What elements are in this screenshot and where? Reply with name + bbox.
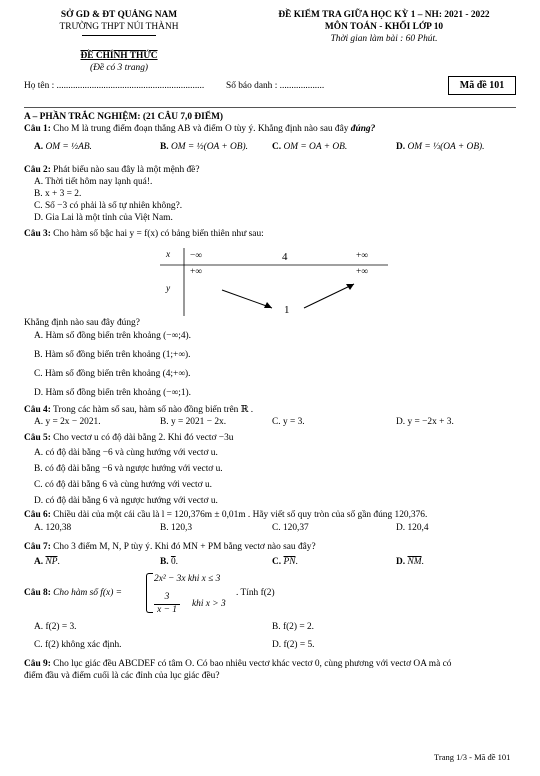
- piecewise-brace: [146, 573, 153, 613]
- q6-option-b: B. 120,3: [160, 523, 193, 533]
- q4-option-b: B. y = 2021 − 2x.: [160, 417, 227, 427]
- question-6: Câu 6: Chiều dài của một cái cầu là l = 120,376m ± 0,01m . Hãy viết số quy tròn của số gần đúng 120,376.: [24, 510, 428, 520]
- table-y-min: 1: [284, 304, 290, 316]
- q3-option-c: C. Hàm số đồng biến trên khoảng (4;+∞).: [34, 369, 191, 379]
- header-right: [244, 10, 524, 45]
- exam-title: ĐỀ KIỂM TRA GIỮA HỌC KỲ 1 – NH: 2021 - 2022: [278, 10, 490, 20]
- q7-option-c: C. $\overline{PN}$.: [272, 557, 298, 567]
- table-x-label: x: [166, 250, 171, 260]
- official-label: ĐỀ CHÍNH THỨC: [80, 51, 158, 61]
- q4-option-d: D. y = −2x + 3.: [396, 417, 454, 427]
- q5-option-c: C. có độ dài bằng 6 và cùng hướng với vectơ u.: [34, 480, 212, 490]
- section-title: A – PHẦN TRẮC NGHIỆM: (21 CÂU 7,0 ĐIỂM): [24, 112, 224, 122]
- q2-option-d: D. Gia Lai là một tỉnh của Việt Nam.: [34, 213, 173, 223]
- q5-option-d: D. có độ dài bằng 6 và ngược hướng với vectơ u.: [34, 496, 218, 506]
- q2-option-b: B. x + 3 = 2.: [34, 189, 82, 199]
- q1-option-b: B. OM = ½(OA + OB).: [160, 142, 249, 152]
- subject: MÔN TOÁN - KHỐI LỚP 10: [324, 21, 444, 32]
- name-field: Họ tên : ...............................................................: [24, 81, 205, 91]
- q7-option-d: D. $\overline{NM}$.: [396, 557, 424, 567]
- table-y-right: +∞: [356, 267, 368, 277]
- dashed-divider: [24, 107, 516, 108]
- page-footer: Trang 1/3 - Mã đề 101: [434, 752, 511, 762]
- q4-option-a: A. y = 2x − 2021.: [34, 417, 101, 427]
- question-2: Câu 2: Phát biểu nào sau đây là một mệnh đề?: [24, 165, 200, 175]
- page-count: (Đề có 3 trang): [89, 63, 149, 73]
- piecewise-case-2-num: 3: [164, 592, 170, 602]
- q6-option-d: D. 120,4: [396, 523, 429, 533]
- q3-option-a: A. Hàm số đồng biến trên khoảng (−∞;4).: [34, 331, 191, 341]
- q3-option-b: B. Hàm số đồng biến trên khoảng (1;+∞).: [34, 350, 191, 360]
- q8-option-d: D. f(2) = 5.: [272, 640, 315, 650]
- question-1: Câu 1: Cho M là trung điểm đoạn thẳng AB và điểm O tùy ý. Khẳng định nào sau đây đúng?: [24, 124, 376, 134]
- table-vertex-x: 4: [282, 251, 288, 263]
- q1-option-c: C. OM = OA + OB.: [272, 142, 348, 152]
- school-name: TRƯỜNG THPT NÚI THÀNH: [59, 21, 179, 32]
- question-5: Câu 5: Cho vectơ u có độ dài bằng 2. Khi đó vectơ −3u: [24, 433, 234, 443]
- question-9-cont: điểm đầu và điểm cuối là các đỉnh của lục giác đều?: [24, 671, 220, 681]
- question-3: Câu 3: Cho hàm số bậc hai y = f(x) có bảng biến thiên như sau:: [24, 229, 264, 239]
- exam-code: Mã đề 101: [448, 76, 516, 95]
- question-9: Câu 9: Cho lục giác đều ABCDEF có tâm O. Có bao nhiêu vectơ khác vectơ 0, cùng phương với vectơ OA mà có: [24, 659, 452, 669]
- q1-option-a: A. OM = ½AB.: [34, 142, 92, 152]
- q3-option-d: D. Hàm số đồng biến trên khoảng (−∞;1).: [34, 388, 191, 398]
- variation-table: [150, 246, 390, 318]
- id-field: Số báo danh : ...................: [226, 81, 325, 91]
- q4-option-c: C. y = 3.: [272, 417, 305, 427]
- question-8: Câu 8: Cho hàm số f(x) =: [24, 588, 122, 598]
- table-y-label: y: [166, 284, 171, 294]
- table-neg-inf: −∞: [190, 251, 202, 261]
- table-pos-inf: +∞: [356, 251, 368, 261]
- variation-table-lines: [150, 246, 390, 318]
- q8-option-a: A. f(2) = 3.: [34, 622, 77, 632]
- q8-option-c: C. f(2) không xác định.: [34, 640, 122, 650]
- q6-option-c: C. 120,37: [272, 523, 309, 533]
- q6-option-a: A. 120,38: [34, 523, 72, 533]
- piecewise-case-1: 2x² − 3x khi x ≤ 3: [154, 574, 221, 584]
- q2-option-a: A. Thời tiết hôm nay lạnh quá!.: [34, 177, 153, 187]
- q2-option-c: C. Số −3 có phải là số tự nhiên không?.: [34, 201, 183, 211]
- q8-tail: . Tính f(2): [236, 588, 275, 598]
- q7-option-b: B. 0.: [160, 557, 178, 567]
- q3-stem: Khẳng định nào sau đây đúng?: [24, 318, 140, 328]
- piecewise-case-2-den: x − 1: [157, 605, 177, 615]
- q7-option-a: A. $\overline{NP}$.: [34, 557, 60, 567]
- header-left: [34, 10, 204, 34]
- q1-option-d: D. OM = ⅓(OA + OB).: [396, 142, 485, 152]
- table-y-left: +∞: [190, 267, 202, 277]
- q5-option-a: A. có độ dài bằng −6 và cùng hướng với vectơ u.: [34, 448, 218, 458]
- header-divider: [82, 35, 156, 36]
- dept-name: SỞ GD & ĐT QUẢNG NAM: [60, 10, 178, 20]
- q8-option-b: B. f(2) = 2.: [272, 622, 314, 632]
- question-4: Câu 4: Trong các hàm số sau, hàm số nào đồng biến trên ℝ .: [24, 405, 254, 415]
- q5-option-b: B. có độ dài bằng −6 và ngược hướng với vectơ u.: [34, 464, 223, 474]
- piecewise-case-2-cond: khi x > 3: [192, 599, 226, 609]
- question-7: Câu 7: Cho 3 điểm M, N, P tùy ý. Khi đó MN + PM bằng vectơ nào sau đây?: [24, 542, 316, 552]
- exam-time: Thời gian làm bài : 60 Phút.: [330, 33, 438, 44]
